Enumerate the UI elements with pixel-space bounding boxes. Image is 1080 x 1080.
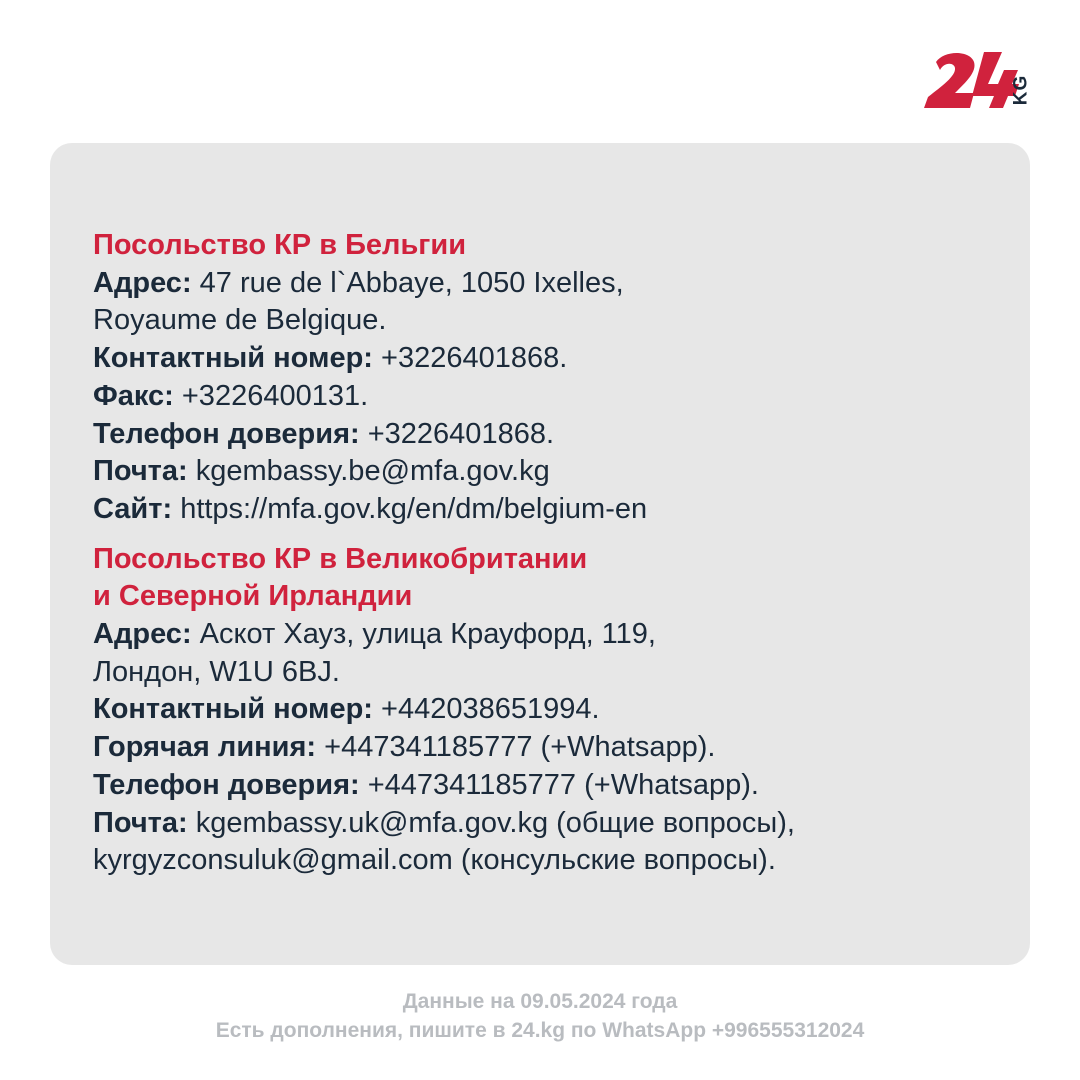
trust-phone-value: +3226401868. — [367, 417, 555, 450]
contact-number-label: Контактный номер: — [93, 693, 373, 726]
fax-label: Факс: — [93, 379, 174, 412]
address-label: Адрес: — [93, 618, 192, 651]
logo-suffix — [1008, 70, 1034, 110]
trust-phone-row — [93, 767, 1008, 805]
logo-digit-2 — [924, 53, 975, 108]
address-row — [93, 616, 1008, 654]
trust-phone-label: Телефон доверия: — [93, 417, 360, 450]
section-title — [93, 541, 1008, 616]
fax-row — [93, 378, 1008, 416]
section-title-line: и Северной Ирландии — [93, 580, 413, 613]
logo-suffix-text: KG — [1010, 74, 1031, 106]
section-title — [93, 227, 1008, 265]
hotline-value: +447341185777 (+Whatsapp). — [324, 731, 716, 764]
section-title-line: Посольство КР в Великобритании — [93, 542, 588, 575]
website-value: https://mfa.gov.kg/en/dm/belgium-en — [180, 492, 648, 525]
email-value: kgembassy.uk@mfa.gov.kg (общие вопросы), — [195, 806, 795, 839]
email-row — [93, 805, 1008, 843]
contact-number-row — [93, 340, 1008, 378]
section-title-line: Посольство КР в Бельгии — [93, 229, 467, 261]
trust-phone-label: Телефон доверия: — [93, 768, 360, 801]
address-row-continued: Лондон, W1U 6BJ. — [93, 655, 340, 688]
contact-number-value: +442038651994. — [381, 693, 600, 726]
email-row — [93, 453, 1008, 491]
embassy-list — [93, 227, 1008, 880]
website-label: Сайт: — [93, 492, 173, 525]
address-row — [93, 265, 1008, 303]
embassy-united-kingdom — [93, 541, 1008, 880]
trust-phone-row — [93, 416, 1008, 454]
address-value: 47 rue de l`Abbaye, 1050 Ixelles, — [199, 266, 624, 299]
trust-phone-value: +447341185777 (+Whatsapp). — [367, 768, 759, 801]
contact-number-value: +3226401868. — [381, 342, 568, 375]
hotline-label: Горячая линия: — [93, 731, 317, 764]
embassy-belgium — [93, 227, 1008, 529]
contribution-note: Есть дополнения, пишите в 24.kg по WhatsApp +996555312024 — [215, 1019, 865, 1042]
fax-value: +3226400131. — [181, 379, 369, 412]
address-value: Аскот Хауз, улица Крауфорд, 119, — [199, 618, 656, 651]
email-row-continued: kyrgyzconsuluk@gmail.com (консульские вопросы). — [93, 844, 776, 877]
website-row — [93, 491, 1008, 529]
address-row-continued: Royaume de Belgique. — [93, 304, 387, 337]
contact-number-label: Контактный номер: — [93, 342, 373, 375]
email-value: kgembassy.be@mfa.gov.kg — [195, 455, 550, 488]
email-label: Почта: — [93, 806, 188, 839]
hotline-row — [93, 729, 1008, 767]
address-label: Адрес: — [93, 266, 192, 299]
data-date-note: Данные на 09.05.2024 года — [402, 990, 678, 1013]
email-label: Почта: — [93, 455, 188, 488]
contact-number-row — [93, 691, 1008, 729]
